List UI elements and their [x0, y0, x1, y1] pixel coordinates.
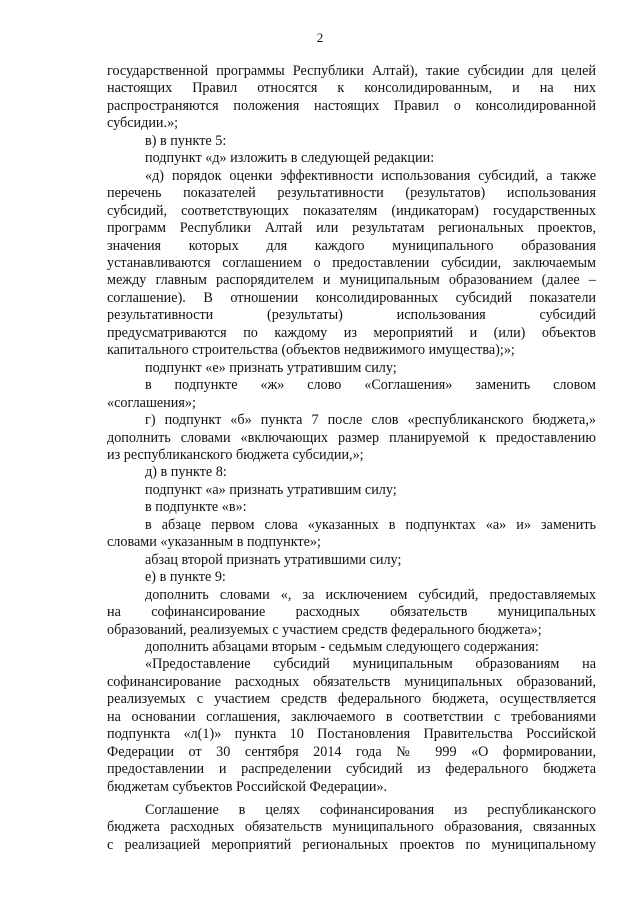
text-line: с реализацией мероприятий региональных проектов по муниципальному	[107, 836, 596, 853]
text-line: государственной программы Республики Алтай), такие субсидии для целей	[107, 63, 596, 79]
text-line: из республиканского бюджета субсидии,»;	[107, 446, 364, 463]
page-number: 2	[316, 30, 324, 45]
text-line: е) в пункте 9:	[145, 569, 226, 586]
text-line: предоставлении и распределении субсидий из федерального бюджета	[107, 761, 596, 778]
text-line: соглашение). В отношении консолидированных субсидий показатели	[107, 289, 596, 306]
text-line: устанавливаются соглашением о предоставлении субсидии, заключаемым	[107, 254, 596, 271]
text-line: на софинансирование расходных обязательств муниципальных	[107, 604, 596, 621]
body-text	[107, 63, 596, 854]
text-line: дополнить словами «, за исключением субсидий, предоставляемых	[145, 586, 596, 603]
text-line: в абзаце первом слова «указанных в подпунктах «а» и» заменить	[145, 516, 596, 533]
text-line: бюджетам субъектов Российской Федерации».	[107, 778, 388, 795]
text-line: программ Республики Алтай или результатам региональных проектов,	[107, 220, 596, 237]
text-line: реализуемых с участием средств федерального бюджета, осуществляется	[107, 691, 596, 708]
text-line: распространяются положения настоящих Правил о консолидированной	[107, 97, 596, 114]
text-line: словами «указанным в подпункте»;	[107, 534, 321, 551]
text-line: образований, реализуемых с участием средств федерального бюджета»;	[107, 621, 542, 638]
text-line: Соглашение в целях софинансирования из республиканского	[145, 802, 596, 819]
text-line: в) в пункте 5:	[145, 132, 227, 149]
text-line: между главным распорядителем и муниципальным образованием (далее –	[107, 272, 596, 289]
text-line: «д) порядок оценки эффективности использования субсидий, а также	[145, 167, 596, 184]
text-line: подпункт «е» признать утратившим силу;	[145, 359, 397, 376]
text-line: субсидий, соответствующих показателям (индикаторам) государственных	[107, 202, 596, 219]
text-line: софинансирование расходных обязательств муниципальных образований,	[107, 673, 596, 690]
text-line: абзац второй признать утратившими силу;	[145, 551, 402, 568]
text-line: «Предоставление субсидий муниципальным образованиям на	[145, 656, 596, 673]
text-line: дополнить абзацами вторым - седьмым следующего содержания:	[145, 638, 539, 655]
text-line: в подпункте «ж» слово «Соглашения» заменить словом	[145, 377, 596, 394]
text-line: дополнить словами «включающих размер планируемой к предоставлению	[107, 429, 596, 446]
text-line: Федерации от 30 сентября 2014 года № 999 «О формировании,	[107, 743, 596, 760]
text-line: на основании соглашения, заключаемого в соответствии с требованиями	[107, 708, 596, 725]
text-line: значения которых для каждого муниципального образования	[107, 237, 596, 254]
text-line: капитального строительства (объектов недвижимого имущества);»;	[107, 342, 515, 359]
text-line: «соглашения»;	[107, 394, 196, 411]
text-line: г) подпункт «б» пункта 7 после слов «республиканского бюджета,»	[145, 412, 596, 429]
text-line: в подпункте «в»:	[145, 499, 247, 516]
text-line: д) в пункте 8:	[145, 464, 227, 481]
text-line: настоящих Правил относятся к консолидированным, и на них	[107, 80, 596, 97]
text-line: субсидии.»;	[107, 115, 179, 132]
text-line: бюджета расходных обязательств муниципального образования, связанных	[107, 819, 596, 836]
text-line: предусматриваются по каждому из мероприятий и (или) объектов	[107, 324, 596, 341]
text-line: подпункт «а» признать утратившим силу;	[145, 481, 397, 498]
text-line: перечень показателей результативности (результатов) использования	[107, 185, 596, 202]
text-line: результативности (результаты) использования субсидий	[107, 307, 596, 324]
text-line: подпункт «д» изложить в следующей редакции:	[145, 150, 435, 167]
text-line: подпункта «л(1)» пункта 10 Постановления Правительства Российской	[107, 726, 596, 743]
